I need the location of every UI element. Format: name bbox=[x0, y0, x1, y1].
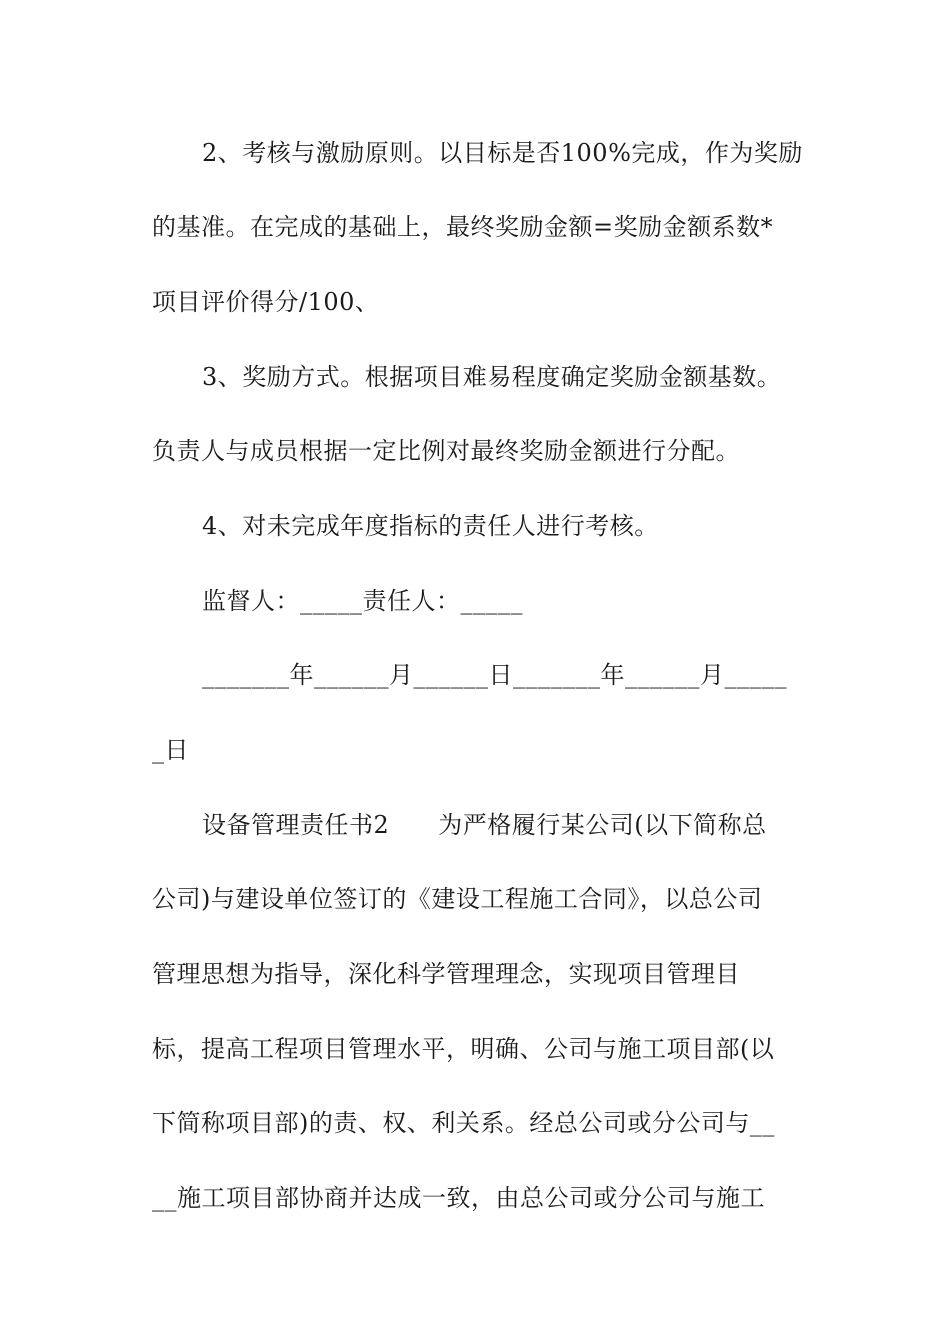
paragraph-line: 项目评价得分/100、 bbox=[152, 288, 380, 316]
date-line: _______年______月______日_______年______月_____ bbox=[202, 661, 787, 689]
paragraph-line: __施工项目部协商并达成一致，由总公司或分公司与施工 bbox=[152, 1184, 765, 1212]
paragraph-line: 负责人与成员根据一定比例对最终奖励金额进行分配。 bbox=[152, 437, 740, 465]
date-line: _日 bbox=[152, 736, 189, 764]
paragraph-line: 标，提高工程项目管理水平，明确、公司与施工项目部(以 bbox=[152, 1035, 775, 1063]
paragraph-line: 管理思想为指导，深化科学管理理念，实现项目管理目 bbox=[152, 960, 740, 988]
signature-line: 监督人：_____责任人：_____ bbox=[202, 587, 523, 615]
paragraph-line: 的基准。在完成的基础上，最终奖励金额=奖励金额系数* bbox=[152, 213, 774, 241]
paragraph-line: 公司)与建设单位签订的《建设工程施工合同》，以总公司 bbox=[152, 885, 763, 913]
paragraph-line: 2、考核与激励原则。以目标是否100%完成，作为奖励 bbox=[202, 139, 803, 167]
paragraph-line: 下简称项目部)的责、权、利关系。经总公司或分公司与__ bbox=[152, 1109, 775, 1137]
paragraph-line: 设备管理责任书2 为严格履行某公司(以下简称总 bbox=[202, 811, 767, 839]
paragraph-line: 3、奖励方式。根据项目难易程度确定奖励金额基数。 bbox=[202, 363, 782, 391]
paragraph-line: 4、对未完成年度指标的责任人进行考核。 bbox=[202, 512, 659, 540]
